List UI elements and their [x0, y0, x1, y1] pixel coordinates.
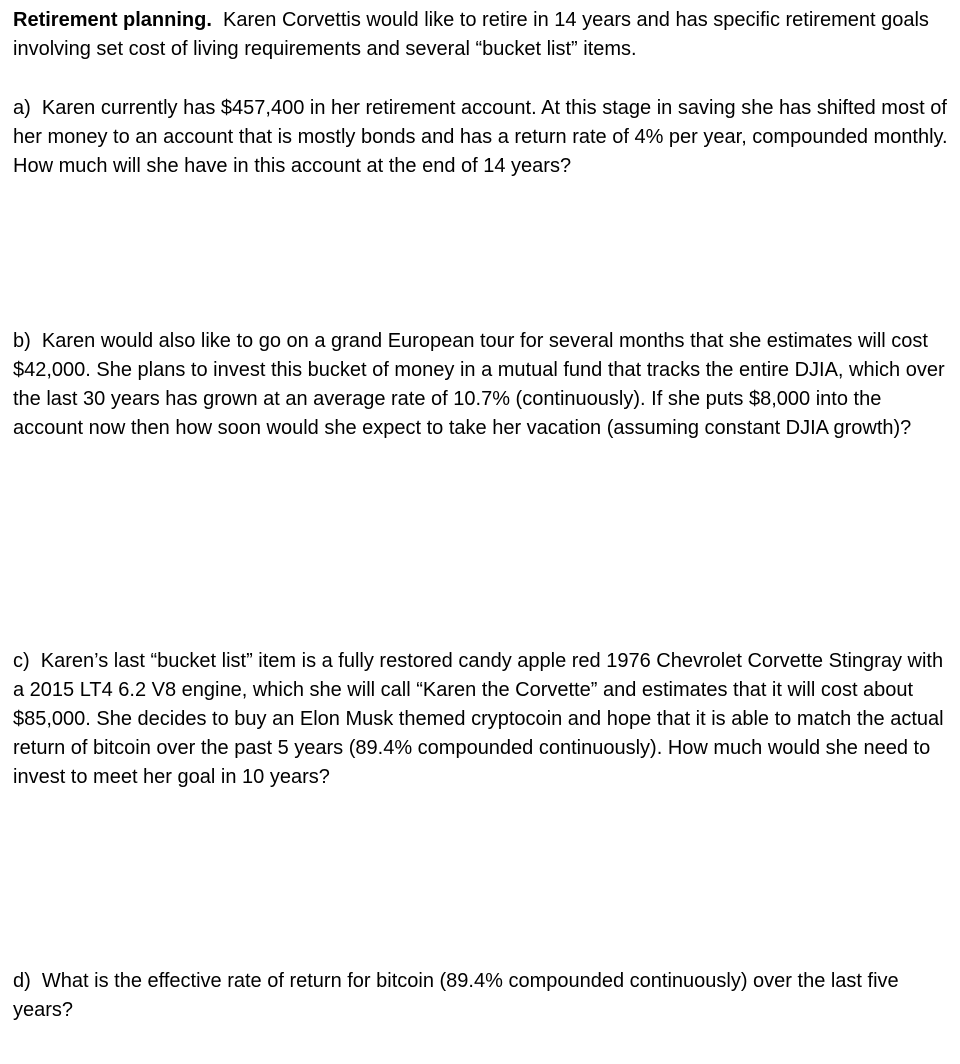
question-d-text: What is the effective rate of return for bitcoin (89.4% compounded continuously) over the last five years?	[13, 970, 899, 1021]
question-a-label: a)	[13, 97, 31, 119]
question-d	[13, 967, 953, 1025]
question-d-label: d)	[13, 970, 31, 992]
intro-title: Retirement planning.	[13, 9, 212, 31]
intro-text: Karen Corvettis would like to retire in 14 years and has specific retirement goals involving set cost of living requirements and several “bucket list” items.	[13, 9, 929, 60]
question-c	[13, 647, 953, 792]
question-b	[13, 327, 953, 443]
intro-paragraph	[13, 6, 953, 64]
question-a-text: Karen currently has $457,400 in her retirement account. At this stage in saving she has shifted most of her money to an account that is mostly bonds and has a return rate of 4% per year, compounded monthly. How much will she have in this account at the end of 14 years?	[13, 97, 948, 177]
question-b-label: b)	[13, 330, 31, 352]
question-b-text: Karen would also like to go on a grand European tour for several months that she estimates will cost $42,000. She plans to invest this bucket of money in a mutual fund that tracks the entire DJIA, which over the last 30 years has grown at an average rate of 10.7% (continuously). If she puts $8,000 into the account now then how soon would she expect to take her vacation (assuming constant DJIA growth)?	[13, 330, 945, 439]
question-c-text: Karen’s last “bucket list” item is a fully restored candy apple red 1976 Chevrolet Corvette Stingray with a 2015 LT4 6.2 V8 engine, which she will call “Karen the Corvette” and estimates that it will cost about $85,000. She decides to buy an Elon Musk themed cryptocoin and hope that it is able to match the actual return of bitcoin over the past 5 years (89.4% compounded continuously). How much would she need to invest to meet her goal in 10 years?	[13, 650, 944, 788]
question-c-label: c)	[13, 650, 30, 672]
question-a	[13, 94, 953, 181]
